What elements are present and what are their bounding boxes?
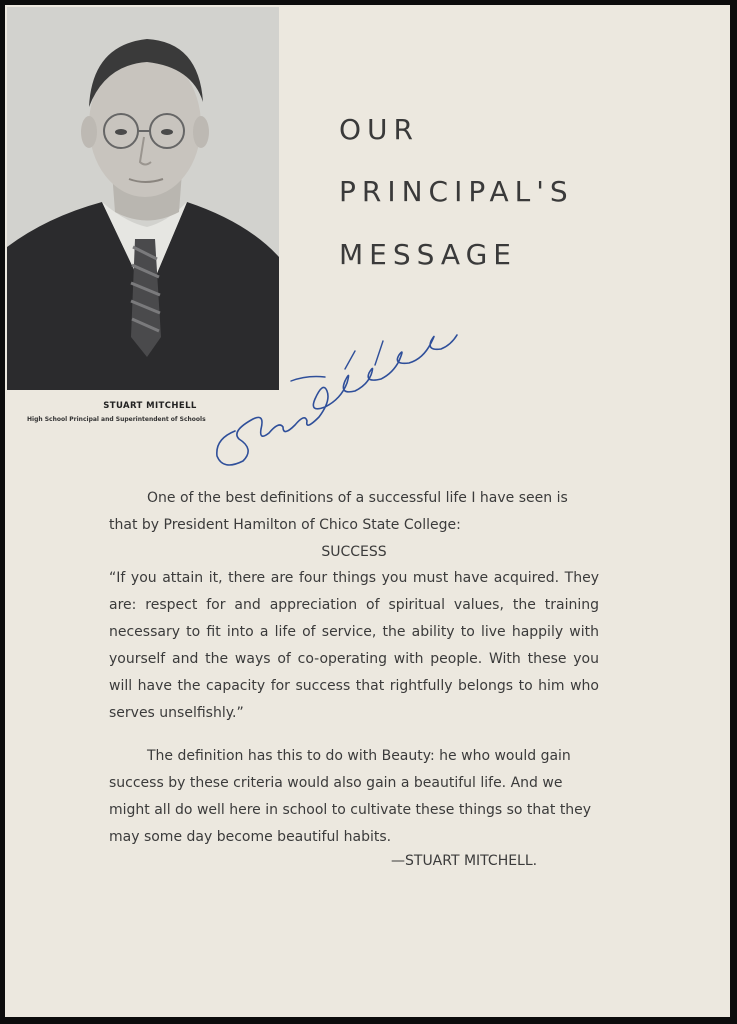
caption-role: High School Principal and Superintendent of Schools: [27, 416, 206, 423]
yearbook-page: [5, 5, 730, 1017]
heading-line-2: PRINCIPAL'S: [339, 175, 574, 208]
heading-line-1: OUR: [339, 113, 419, 146]
closing-paragraph: The definition has this to do with Beauty: he who would gain success by these criteria would also gain a beautiful life. And we might all do well here in school to cultivate these things so that they may some day become beautiful habits.: [109, 748, 592, 845]
heading-line-3: MESSAGE: [339, 238, 517, 271]
message-intro: [109, 485, 599, 566]
message-closing: [109, 743, 599, 851]
intro-paragraph: One of the best definitions of a successful life I have seen is that by President Hamilton of Chico State College:: [109, 490, 568, 533]
caption-name: STUART MITCHELL: [103, 401, 197, 411]
quote-title: SUCCESS: [321, 544, 387, 560]
handwritten-signature: [195, 321, 465, 481]
message-quote: “If you attain it, there are four things you must have acquired. They are: respect for and appreciation of spiritual values, the training necessary to fit into a life of service, the ability to live happily with yourself and the ways of co-operating with people. With these you will have the capacity for success that rightfully belongs to him who serves unselfishly.”: [109, 570, 599, 721]
signoff: —STUART MITCHELL.: [391, 853, 538, 869]
